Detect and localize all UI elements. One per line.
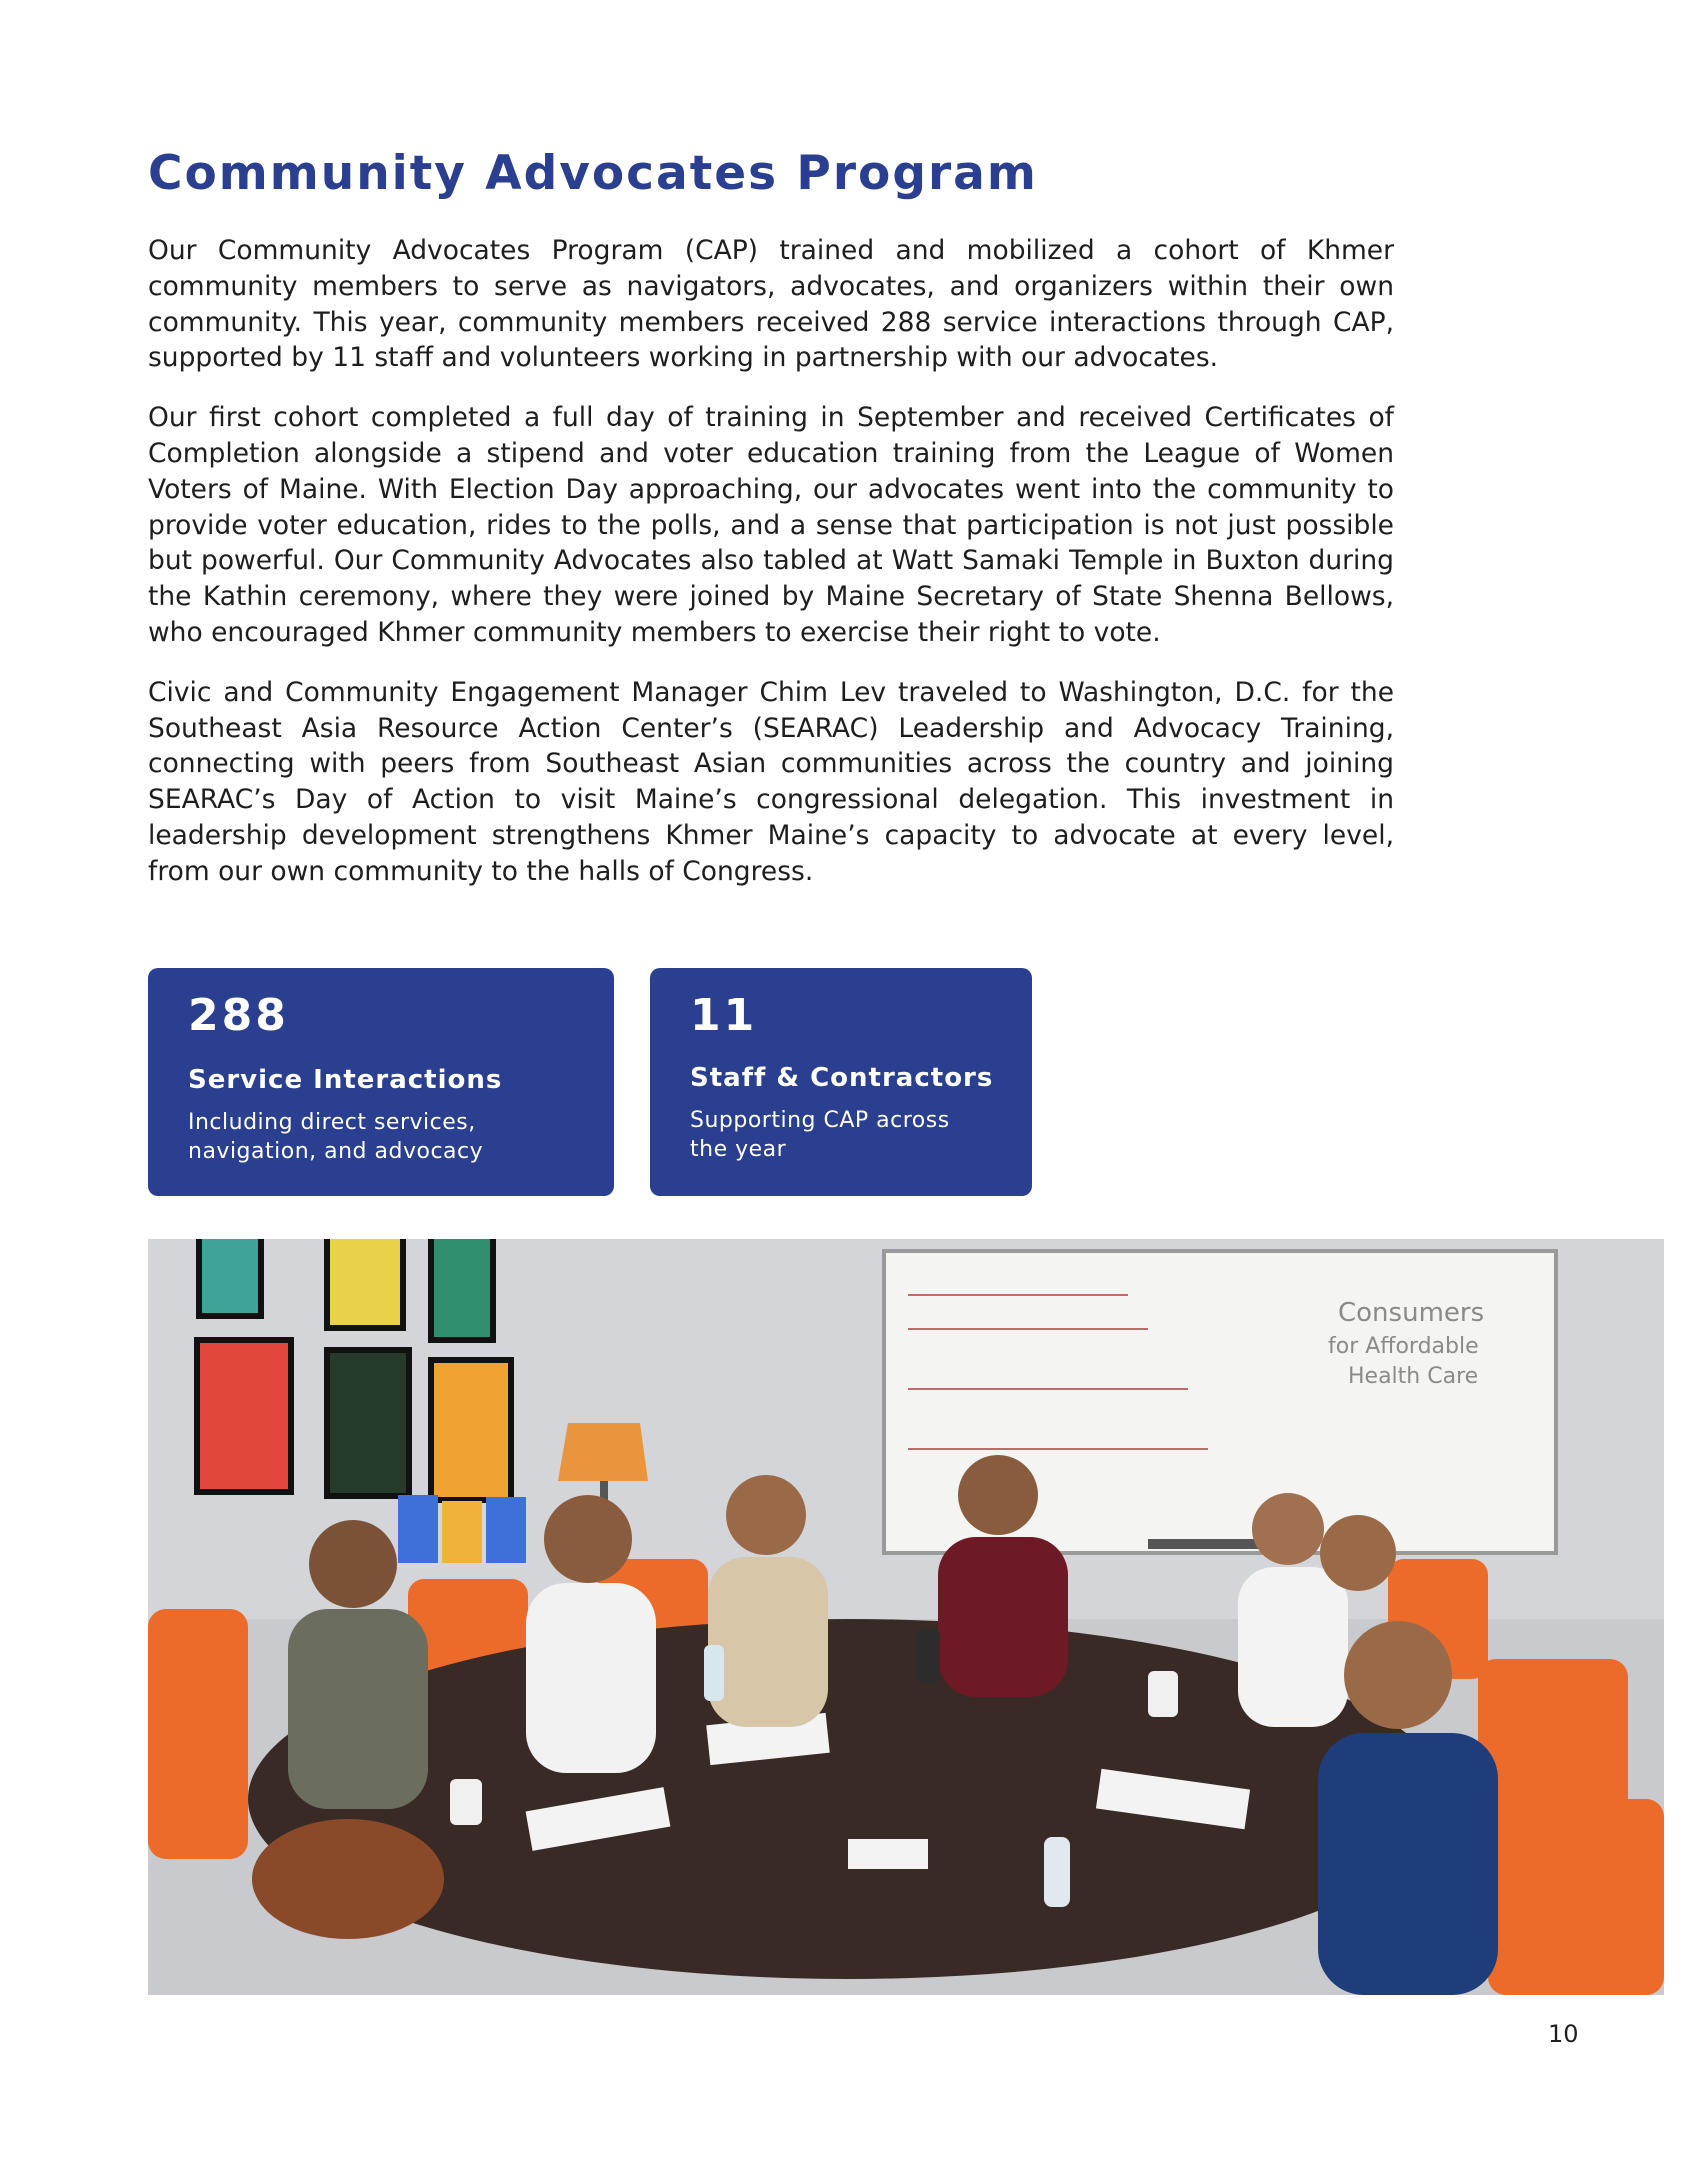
stat-label: Service Interactions xyxy=(188,1065,503,1095)
paragraph-leadership-training: Civic and Community Engagement Manager Chim Lev traveled to Washington, D.C. for the Southeast Asia Resource Action Center’s (SEARAC) Leadership and Advocacy Training, connecting with peers from Southeast Asian communities across the country and joining SEARAC’s Day of Action to visit Maine’s congressional delegation. This investment in leadership development strengthens Khmer Maine’s capacity to advocate at every level, from our own community to the halls of Congress. xyxy=(148,676,1394,887)
whiteboard-text: Health Care xyxy=(1348,1364,1479,1389)
stat-card-staff-contractors xyxy=(650,968,1032,1196)
handbag xyxy=(252,1819,444,1939)
whiteboard-text: for Affordable xyxy=(1328,1334,1479,1359)
stat-value: 11 xyxy=(690,990,758,1041)
page-number: 10 xyxy=(1548,2020,1579,2048)
wall-posters xyxy=(194,1239,514,1503)
whiteboard-text: Consumers xyxy=(1338,1298,1485,1328)
paragraph-first-cohort: Our first cohort completed a full day of training in September and received Certificates of Completion alongside a stipend and voter education training from the League of Women Voters of Maine. With Election Day approaching, our advocates went into the community to provide voter education, rides to the polls, and a sense that participation is not just possible but powerful. Our Community Advocates also tabled at Watt Samaki Temple in Buxton during the Kathin ceremony, where they were joined by Maine Secretary of State Shenna Bellows, who encouraged Khmer community members to exercise their right to vote. xyxy=(148,402,1394,648)
body-text xyxy=(148,233,1394,914)
stat-description: Supporting CAP across the year xyxy=(690,1108,950,1162)
page-title: Community Advocates Program xyxy=(148,146,1038,201)
lamp-shade xyxy=(558,1423,648,1481)
stat-description: Including direct services, navigation, and advocacy xyxy=(188,1110,484,1164)
group-photo-illustration xyxy=(148,1239,1664,1995)
group-photo xyxy=(148,1239,1664,1995)
paragraph-cap-intro: Our Community Advocates Program (CAP) trained and mobilized a cohort of Khmer community members to serve as navigators, advocates, and organizers within their own community. This year, community members received 288 service interactions through CAP, supported by 11 staff and volunteers working in partnership with our advocates. xyxy=(148,235,1394,374)
stat-card-service-interactions xyxy=(148,968,614,1196)
stat-value: 288 xyxy=(188,990,289,1041)
stat-label: Staff & Contractors xyxy=(690,1063,994,1093)
